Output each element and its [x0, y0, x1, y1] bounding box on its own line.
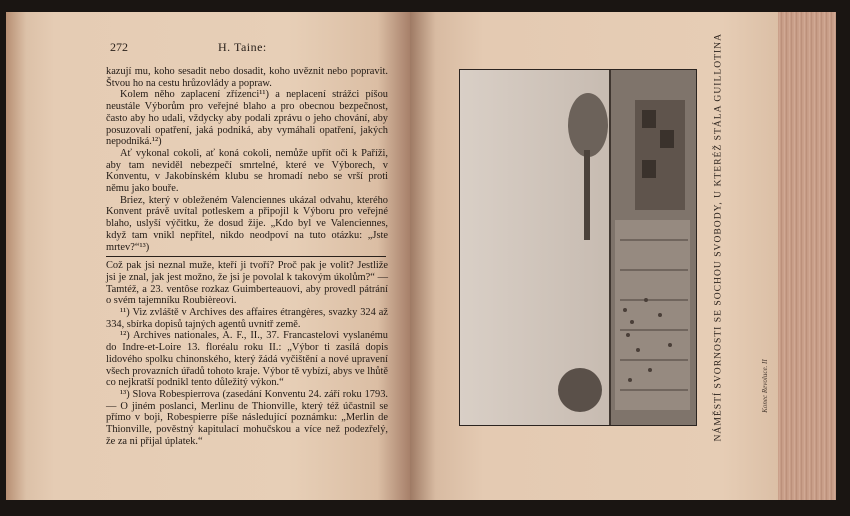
body-paragraph: Kolem něho zaplacení zřízenci¹¹) a neplacení strážci píšou neustále Výborům pro veřejné blaho a pro obecnou bezpečnost, často aby ho udali, vždycky aby podali zprávu o jeho chování, aby posuzovali opatření, jaká podniká, aby vymáhali opatření, jakých nepodniká.¹²) [106, 89, 388, 148]
body-paragraph: Ať vykonal cokoli, ať koná cokoli, nemůže upřít oči k Paříži, aby tam neviděl nebezpečí smrtelné, které ve Výborech, v Konventu, v Jakobínském klubu se hromadí nebo se vrší proti němu jako bouře. [106, 147, 388, 195]
running-head: H. Taine: [218, 40, 267, 54]
left-page [6, 12, 410, 500]
body-paragraph: kazují mu, koho sesadit nebo dosadit, koho uvěznit nebo popravit. Štvou ho na cestu hrůzovlády a popraw. [106, 66, 388, 89]
body-paragraph: Briez, který v obleženém Valenciennes ukázal odvahu, kterého Konvent právě uvítal potleskem a připojil k Výboru pro veřejné blaho, uslyší výčitku, že dosud žije. „Kdo byl ve Valenciennes, když tam vnikl nepřítel, nikdo neodpoví na tuto otázku: „Jste mrtev?“¹³) [106, 194, 388, 253]
square-engraving-image [460, 70, 696, 425]
open-book [6, 12, 836, 500]
footnote: Což pak jsi neznal muže, kteří ji tvoří? Proč pak je volit? Jestliže jsi je znal, jak jest možno, že jsi je povolal k takovým úkolům?“ — Tamtéž, a 23. ventôse rozkaz Guimberteauovi, aby provedl pátrání o svém tajemníku Roubièreovi. [106, 260, 388, 307]
page-number: 272 [110, 40, 128, 54]
plate-caption-text: NÁMĚSTÍ SVORNOSTI SE SOCHOU SVOBODY, U KTERÉŽ STÁLA GUILLOTINA [712, 32, 724, 442]
footnote: ¹³) Slova Robespierrova (zasedání Konventu 24. září roku 1793. — O jiném poslanci, Merlinu de Thionville, který též účastnil se přímo v boji, Robespierre píše následující poznámku: „Merlin de Thionville, pověstný kapitulací mohučskou a více než podezřelý, že za ni přijal úplatek.“ [106, 388, 388, 447]
page-body [106, 66, 388, 448]
right-page [410, 12, 778, 500]
signature-mark-text: Konec Revoluce. II [761, 359, 769, 413]
footnote: ¹²) Archives nationales, A. F., II., 37. Francastelovi vyslanému do Indre-et-Loire 13. floréalu roku II.: „Výbor ti zasílá dopis lidového spolku chinonského, který žádá vyčištění a nové upravení všech provazních úřadů tohoto kraje. Výbor tě vybízí, abys ve lhůtě co nejkratší podnikl tento důležitý výkon.“ [106, 330, 388, 389]
engraving-plate [459, 69, 697, 426]
footnote: ¹¹) Viz zvláště v Archives des affaires étrangères, svazky 324 až 334, sbírka dopisů tajných agentů uvnitř země. [106, 307, 388, 330]
signature-mark [755, 12, 775, 500]
footnote-divider [106, 256, 386, 257]
page-edges [778, 12, 836, 500]
plate-caption [708, 12, 728, 500]
